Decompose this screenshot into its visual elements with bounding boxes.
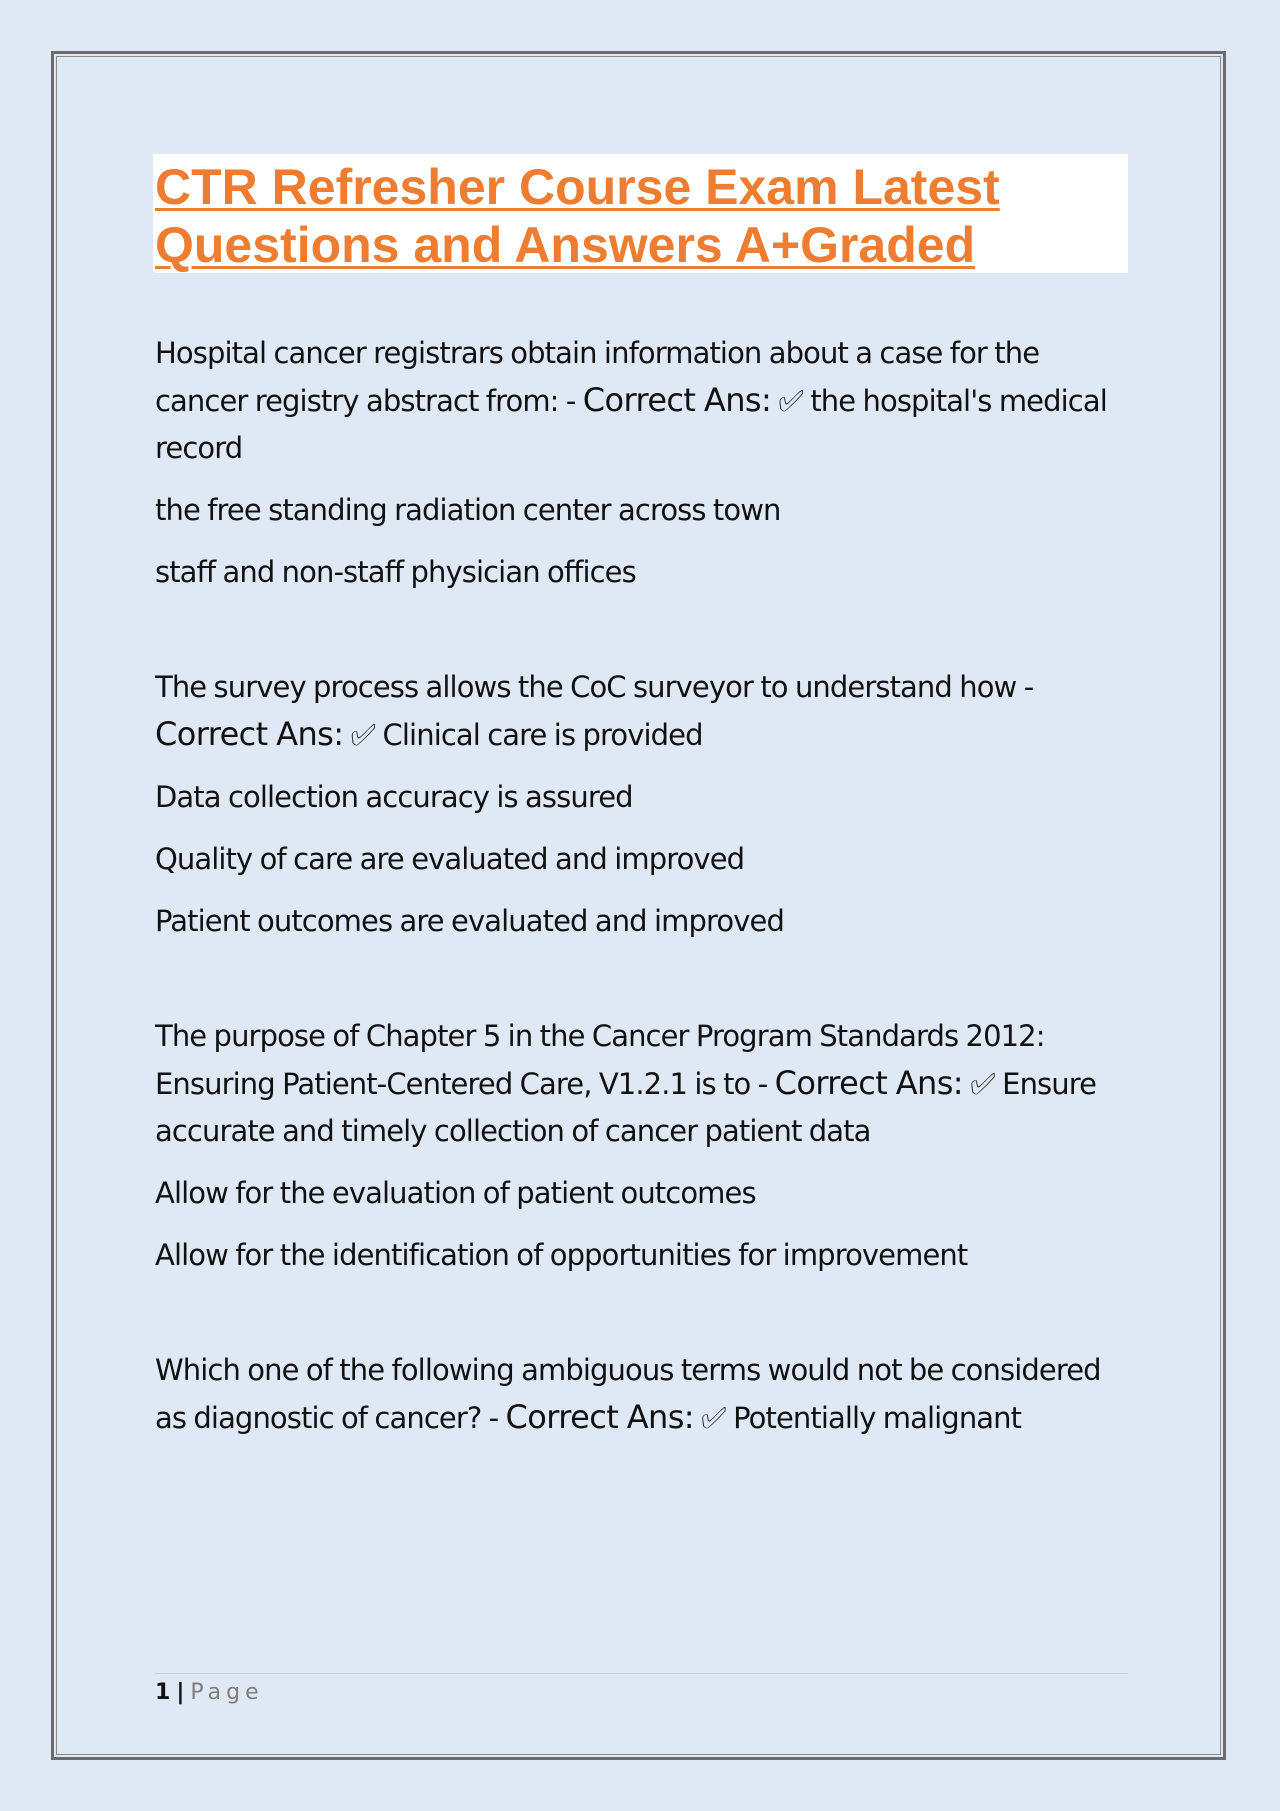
qa-block: [155, 1347, 1115, 1442]
answer-option: staff and non-staff physician offices: [155, 555, 636, 589]
question-paragraph: [155, 330, 1115, 472]
correct-answer-label: Correct Ans:: [505, 1398, 694, 1436]
answer-option: Quality of care are evaluated and improved: [155, 842, 745, 876]
page-footer: [155, 1679, 264, 1707]
page-label: Page: [190, 1680, 264, 1705]
answer-text: the hospital's medical record: [155, 384, 1107, 465]
title-line-2: Questions and Answers A+Graded: [155, 217, 976, 273]
checkmark-icon: ✅︎: [701, 1401, 726, 1436]
qa-block: [155, 330, 1115, 596]
question-text: Hospital cancer registrars obtain information about a case for the cancer registry abstract from: -: [155, 336, 1040, 418]
checkmark-icon: ✅︎: [970, 1067, 995, 1102]
question-paragraph: [155, 664, 1115, 759]
footer-divider: [155, 1673, 1128, 1674]
correct-answer-label: Correct Ans:: [774, 1064, 963, 1102]
page-separator: |: [176, 1680, 185, 1705]
qa-block: [155, 664, 1115, 945]
correct-answer-label: Correct Ans:: [582, 381, 772, 419]
answer-option: Allow for the identification of opportunities for improvement: [155, 1238, 968, 1272]
checkmark-icon: ✅︎: [778, 384, 803, 419]
qa-content: [155, 330, 1115, 1510]
question-paragraph: [155, 1347, 1115, 1442]
title-box: [153, 154, 1128, 273]
answer-option: the free standing radiation center across town: [155, 493, 781, 527]
answer-text: Ensure accurate and timely collection of cancer patient data: [155, 1067, 1097, 1148]
answer-option: Patient outcomes are evaluated and improved: [155, 904, 784, 938]
title-line-1: CTR Refresher Course Exam Latest: [155, 159, 1000, 215]
question-text: Which one of the following ambiguous terms would not be considered as diagnostic of cancer? -: [155, 1353, 1101, 1435]
answer-option: Data collection accuracy is assured: [155, 780, 633, 814]
question-text: The survey process allows the CoC surveyor to understand how -: [155, 670, 1034, 704]
correct-answer-label: Correct Ans:: [155, 715, 344, 753]
answer-text: Clinical care is provided: [382, 718, 703, 752]
answer-option: Allow for the evaluation of patient outcomes: [155, 1176, 756, 1210]
question-paragraph: [155, 1013, 1115, 1155]
page-number: 1: [155, 1680, 171, 1705]
qa-block: [155, 1013, 1115, 1279]
checkmark-icon: ✅︎: [350, 718, 376, 753]
page-title: [155, 158, 1000, 274]
question-text: The purpose of Chapter 5 in the Cancer Program Standards 2012: Ensuring Patient-Centered Care, V1.2.1 is to -: [155, 1019, 1045, 1101]
answer-text: Potentially malignant: [733, 1401, 1022, 1435]
